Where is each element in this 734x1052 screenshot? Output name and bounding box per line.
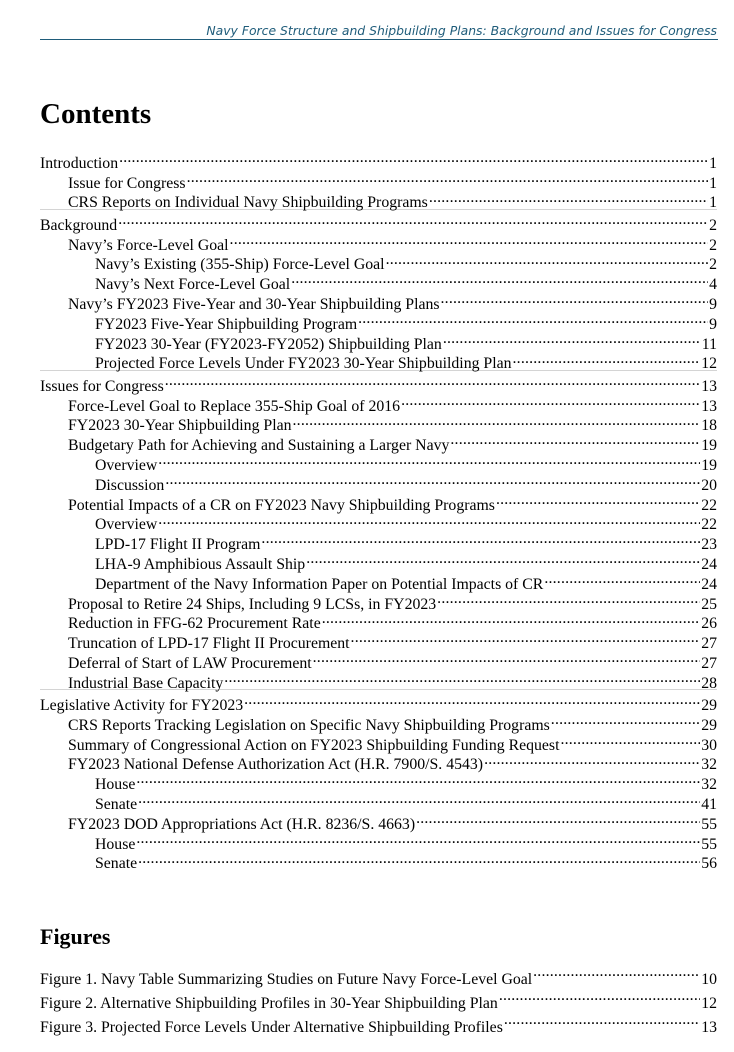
toc-entry-page-number: 22 [701,516,717,534]
toc-entry-label: Potential Impacts of a CR on FY2023 Navy Shipbuilding Programs [68,496,495,514]
dot-leader [138,789,700,809]
toc-entry-page-number: 24 [701,575,717,593]
toc-entry-page-number: 2 [709,256,717,274]
toc-entry-page-number: 29 [701,697,717,715]
dot-leader [165,470,700,490]
running-header [40,22,718,40]
toc-entry-page-number: 25 [701,595,717,613]
toc-entry-label: Overview [95,516,158,534]
toc-entry[interactable] [40,230,717,254]
dot-leader [293,411,701,431]
toc-entry-label: LHA-9 Amphibious Assault Ship [95,555,306,573]
dot-leader [136,829,700,849]
toc-entry-label: Overview [95,456,158,474]
toc-entry-page-number: 13 [701,1019,717,1036]
dot-leader [441,289,709,309]
toc-entry-page-number: 1 [709,174,717,192]
dot-leader [358,309,708,329]
dot-leader [224,668,700,688]
toc-entry-page-number: 9 [709,295,717,313]
toc-entry-page-number: 27 [701,635,717,653]
toc-entry-label: LPD-17 Flight II Program [95,536,261,554]
toc-entry-page-number: 56 [701,855,717,873]
toc-entry-page-number: 10 [701,971,717,988]
toc-entry-label: Proposal to Retire 24 Ships, Including 9 LCSs, in FY2023 [68,595,437,613]
dot-leader [158,510,700,530]
toc-entry-label: Figure 3. Projected Force Levels Under Alternative Shipbuilding Profiles [40,1019,503,1036]
dot-leader [351,628,701,648]
toc-entry-page-number: 2 [709,216,717,234]
toc-entry-label: Issues for Congress [40,377,164,395]
toc-entry-label: Reduction in FFG-62 Procurement Rate [68,615,321,633]
toc-entry-label: Senate [95,796,138,814]
toc-entry-label: Industrial Base Capacity [68,674,224,692]
toc-entry[interactable] [40,148,717,172]
toc-entry[interactable] [40,209,717,234]
toc-entry-page-number: 29 [701,716,717,734]
toc-entry-page-number: 20 [701,476,717,494]
toc-entry-page-number: 23 [701,536,717,554]
toc-entry-label: FY2023 30-Year Shipbuilding Plan [68,417,292,435]
toc-entry[interactable] [40,829,717,853]
dot-leader [158,450,700,470]
dot-leader [429,188,708,208]
toc-entry-page-number: 26 [701,615,717,633]
toc-entry-page-number: 32 [701,776,717,794]
dot-leader [261,529,700,549]
toc-entry-label: CRS Reports on Individual Navy Shipbuilding Programs [68,194,428,212]
dot-leader [551,710,700,730]
contents-heading: Contents [40,98,152,130]
dot-leader [119,148,708,168]
toc-entry-label: Figure 2. Alternative Shipbuilding Profiles in 30-Year Shipbuilding Plan [40,995,498,1012]
toc-entry-label: CRS Reports Tracking Legislation on Specific Navy Shipbuilding Programs [68,716,550,734]
toc-entry-label: Navy’s Force-Level Goal [68,236,229,254]
toc-entry[interactable] [40,960,717,988]
toc-entry-label: House [95,835,136,853]
dot-leader [560,730,700,750]
toc-entry-page-number: 55 [701,815,717,833]
toc-entry-page-number: 1 [709,154,717,172]
dot-leader [450,430,700,450]
dot-leader [499,984,700,1008]
toc-entry-page-number: 55 [701,835,717,853]
dot-leader [187,168,709,188]
toc-entry-label: Discussion [95,476,165,494]
toc-entry-label: Senate [95,855,138,873]
dot-leader [401,391,700,411]
toc-entry-page-number: 12 [701,995,717,1012]
toc-entry-page-number: 11 [701,335,717,353]
toc-entry-label: Navy’s FY2023 Five-Year and 30-Year Shipbuilding Plans [68,295,440,313]
toc-entry-page-number: 19 [701,456,717,474]
toc-entry-label: FY2023 DOD Appropriations Act (H.R. 8236/S. 4663) [68,815,416,833]
document-title: Navy Force Structure and Shipbuilding Plans: Background and Issues for Congress [206,23,717,38]
dot-leader [165,371,700,391]
toc-entry-label: Figure 1. Navy Table Summarizing Studies on Future Navy Force-Level Goal [40,971,533,988]
dot-leader [533,960,700,984]
toc-entry[interactable] [40,849,717,873]
toc-entry-label: Legislative Activity for FY2023 [40,697,244,715]
toc-entry[interactable] [40,168,717,192]
toc-entry-label: Budgetary Path for Achieving and Sustaining a Larger Navy [68,437,450,455]
toc-entry-label: Projected Force Levels Under FY2023 30-Year Shipbuilding Plan [95,355,512,373]
list-of-figures [40,960,717,1036]
toc-entry-page-number: 41 [701,796,717,814]
toc-entry-label: FY2023 30-Year (FY2023-FY2052) Shipbuilding Plan [95,335,442,353]
toc-entry-page-number: 22 [701,496,717,514]
dot-leader [244,690,700,710]
dot-leader [306,549,700,569]
toc-entry-page-number: 2 [709,236,717,254]
toc-entry-label: Introduction [40,154,119,172]
dot-leader [291,269,708,289]
toc-entry-label: Truncation of LPD-17 Flight II Procurement [68,635,350,653]
toc-entry-label: Force-Level Goal to Replace 355-Ship Goal of 2016 [68,397,401,415]
toc-entry-page-number: 12 [701,355,717,373]
toc-entry-page-number: 13 [701,377,717,395]
toc-entry-label: Department of the Navy Information Paper on Potential Impacts of CR [95,575,544,593]
toc-entry-label: FY2023 National Defense Authorization Act (H.R. 7900/S. 4543) [68,756,484,774]
toc-entry-label: Deferral of Start of LAW Procurement [68,654,312,672]
toc-entry-page-number: 4 [709,276,717,294]
dot-leader [313,648,701,668]
dot-leader [496,490,700,510]
toc-entry-label: Issue for Congress [68,174,186,192]
figures-heading: Figures [40,924,111,949]
dot-leader [484,750,700,770]
dot-leader [138,849,700,869]
dot-leader [118,210,708,230]
dot-leader [443,329,701,349]
toc-entry-page-number: 18 [701,417,717,435]
toc-entry[interactable] [40,769,717,794]
toc-entry-page-number: 9 [709,315,717,333]
toc-entry-page-number: 24 [701,555,717,573]
toc-entry-label: Summary of Congressional Action on FY2023 Shipbuilding Funding Request [68,736,560,754]
toc-entry-page-number: 28 [701,674,717,692]
dot-leader [513,349,701,369]
dot-leader [437,589,700,609]
toc-entry-label: Background [40,216,118,234]
toc-entry[interactable] [40,789,717,814]
dot-leader [416,809,700,829]
dot-leader [386,250,709,270]
toc-entry-label: FY2023 Five-Year Shipbuilding Program [95,315,358,333]
table-of-contents [40,148,717,873]
dot-leader [504,1008,700,1032]
dot-leader [230,230,709,250]
toc-entry-page-number: 13 [701,397,717,415]
toc-entry-label: Navy’s Next Force-Level Goal [95,276,291,294]
toc-entry-page-number: 19 [701,437,717,455]
toc-entry-label: House [95,776,136,794]
toc-entry-page-number: 30 [701,736,717,754]
toc-entry-page-number: 1 [709,194,717,212]
toc-entry-page-number: 27 [701,654,717,672]
toc-entry-page-number: 32 [701,756,717,774]
toc-entry[interactable] [40,809,717,833]
dot-leader [544,569,700,589]
dot-leader [322,609,700,629]
dot-leader [136,769,700,789]
toc-entry-label: Navy’s Existing (355-Ship) Force-Level Goal [95,256,385,274]
